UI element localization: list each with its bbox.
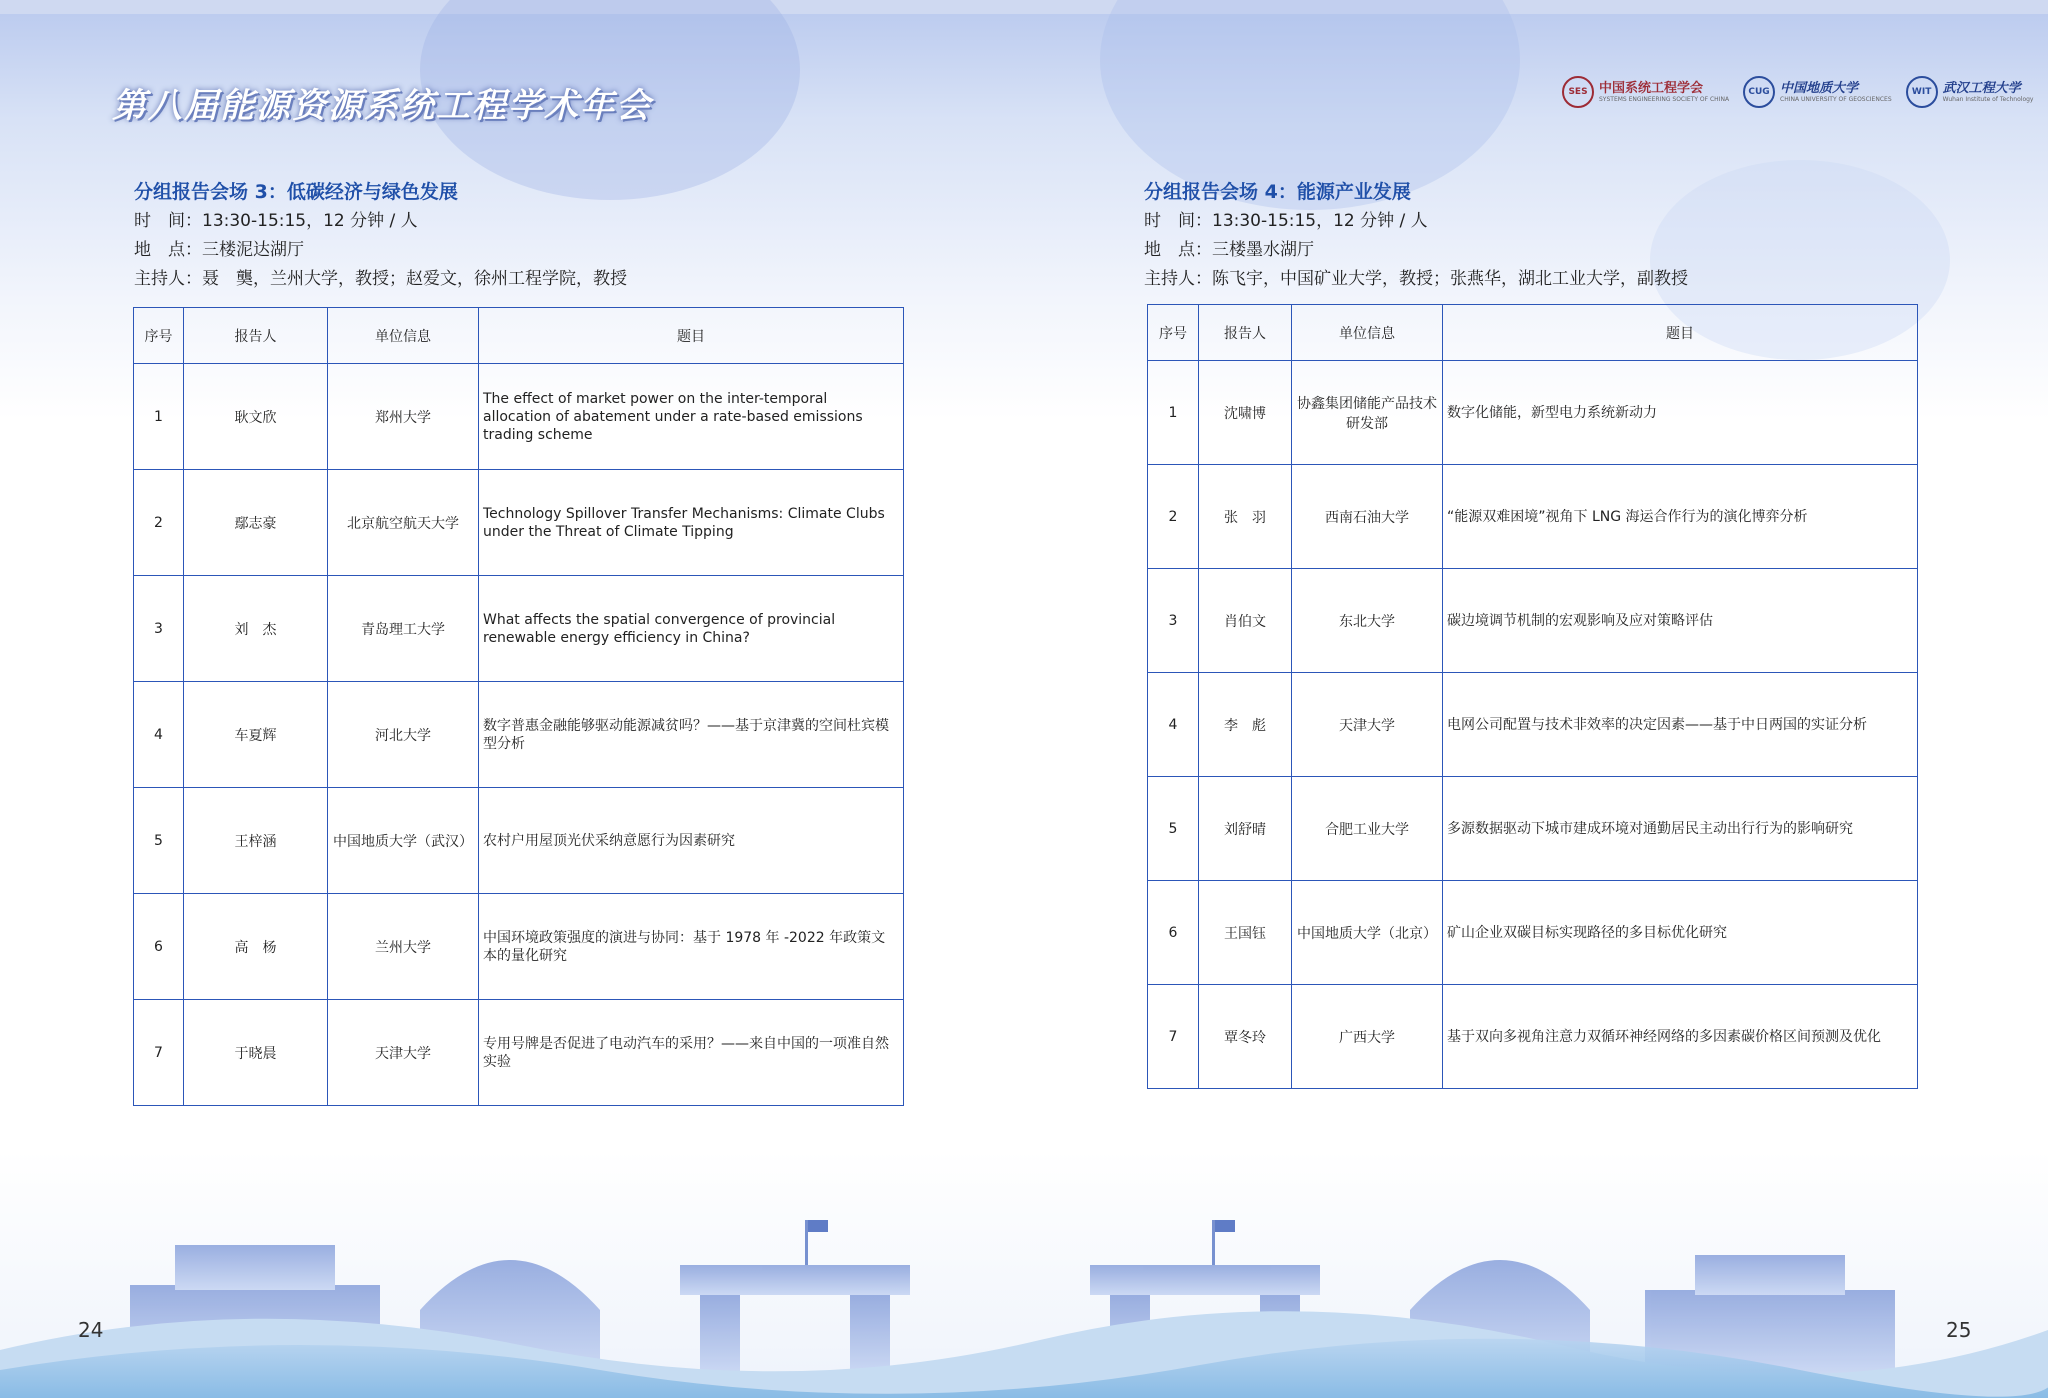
logo-society-sub: SYSTEMS ENGINEERING SOCIETY OF CHINA	[1599, 95, 1730, 103]
row-topic: 专用号牌是否促进了电动汽车的采用？——来自中国的一项准自然实验	[479, 1000, 904, 1106]
cug-seal-icon: CUG	[1743, 76, 1775, 108]
logo-wit-name: 武汉工程大学	[1942, 80, 2021, 96]
row-topic: “能源双难困境”视角下 LNG 海运合作行为的演化博弈分析	[1443, 465, 1918, 569]
row-speaker: 沈啸博	[1199, 361, 1292, 465]
row-no: 4	[134, 682, 184, 788]
row-no: 1	[1148, 361, 1199, 465]
row-topic: The effect of market power on the inter-temporal allocation of abatement under a rate-based emissions trading scheme	[479, 364, 904, 470]
row-no: 4	[1148, 673, 1199, 777]
row-speaker: 耿文欣	[184, 364, 328, 470]
row-no: 6	[134, 894, 184, 1000]
table-row	[134, 1000, 904, 1106]
top-bar	[0, 0, 2048, 14]
row-speaker: 肖伯文	[1199, 569, 1292, 673]
table-row	[1148, 881, 1918, 985]
row-no: 5	[134, 788, 184, 894]
logo-cug-sub: CHINA UNIVERSITY OF GEOSCIENCES	[1780, 95, 1892, 103]
row-topic: 基于双向多视角注意力双循环神经网络的多因素碳价格区间预测及优化	[1443, 985, 1918, 1089]
table-row	[1148, 985, 1918, 1089]
row-no: 2	[134, 470, 184, 576]
table-header	[1148, 305, 1918, 361]
table-row	[134, 576, 904, 682]
row-unit: 河北大学	[328, 682, 479, 788]
row-unit: 广西大学	[1292, 985, 1443, 1089]
col-no: 序号	[134, 308, 184, 364]
col-speaker: 报告人	[1199, 305, 1292, 361]
row-topic: 矿山企业双碳目标实现路径的多目标优化研究	[1443, 881, 1918, 985]
row-unit: 中国地质大学（北京）	[1292, 881, 1443, 985]
session-host: 主持人：陈飞宇，中国矿业大学，教授；张燕华，湖北工业大学，副教授	[1144, 269, 1688, 289]
table-row	[1148, 777, 1918, 881]
session-heading: 分组报告会场 3：低碳经济与绿色发展	[134, 181, 458, 203]
logo-strip	[1562, 74, 2033, 110]
table-row	[1148, 465, 1918, 569]
col-speaker: 报告人	[184, 308, 328, 364]
table-row	[1148, 673, 1918, 777]
table-row	[134, 894, 904, 1000]
row-unit: 天津大学	[328, 1000, 479, 1106]
row-unit: 协鑫集团储能产品技术研发部	[1292, 361, 1443, 465]
session-heading: 分组报告会场 4：能源产业发展	[1144, 181, 1411, 203]
row-unit: 郑州大学	[328, 364, 479, 470]
col-topic: 题目	[479, 308, 904, 364]
row-no: 3	[1148, 569, 1199, 673]
row-no: 2	[1148, 465, 1199, 569]
row-unit: 北京航空航天大学	[328, 470, 479, 576]
row-unit: 青岛理工大学	[328, 576, 479, 682]
row-topic: 数字化储能，新型电力系统新动力	[1443, 361, 1918, 465]
page-title: 第八届能源资源系统工程学术年会	[112, 86, 652, 126]
row-speaker: 车夏辉	[184, 682, 328, 788]
col-no: 序号	[1148, 305, 1199, 361]
logo-wit	[1906, 76, 2034, 108]
row-speaker: 刘 杰	[184, 576, 328, 682]
row-unit: 中国地质大学（武汉）	[328, 788, 479, 894]
campus-skyline-illustration	[0, 1180, 2048, 1398]
page-number-right: 25	[1946, 1318, 1972, 1342]
page-number-left: 24	[78, 1318, 104, 1342]
row-speaker: 刘舒晴	[1199, 777, 1292, 881]
logo-wit-sub: Wuhan Institute of Technology	[1942, 95, 2034, 103]
row-speaker: 高 杨	[184, 894, 328, 1000]
table-row	[134, 364, 904, 470]
table-row	[134, 682, 904, 788]
row-unit: 兰州大学	[328, 894, 479, 1000]
session-3-table	[133, 307, 904, 1106]
session-3-info	[134, 178, 627, 293]
session-time: 时 间：13:30-15:15，12 分钟 / 人	[1144, 211, 1428, 231]
row-topic: What affects the spatial convergence of provincial renewable energy efficiency in China?	[479, 576, 904, 682]
row-no: 1	[134, 364, 184, 470]
row-unit: 西南石油大学	[1292, 465, 1443, 569]
row-speaker: 王梓涵	[184, 788, 328, 894]
row-topic: 中国环境政策强度的演进与协同：基于 1978 年 -2022 年政策文本的量化研究	[479, 894, 904, 1000]
logo-society-name: 中国系统工程学会	[1599, 80, 1704, 96]
session-host: 主持人：聂 龑，兰州大学，教授；赵爱文，徐州工程学院，教授	[134, 269, 627, 289]
logo-society	[1562, 76, 1729, 108]
gate-with-flag-left	[680, 1220, 910, 1375]
col-unit: 单位信息	[328, 308, 479, 364]
row-speaker: 于晓晨	[184, 1000, 328, 1106]
row-no: 5	[1148, 777, 1199, 881]
table-header	[134, 308, 904, 364]
table-row	[1148, 361, 1918, 465]
row-no: 7	[134, 1000, 184, 1106]
row-no: 7	[1148, 985, 1199, 1089]
table-row	[134, 788, 904, 894]
logo-cug	[1743, 76, 1892, 108]
session-place: 地 点：三楼泥达湖厅	[134, 240, 304, 260]
society-seal-icon: SES	[1562, 76, 1594, 108]
row-speaker: 覃冬玲	[1199, 985, 1292, 1089]
row-topic: 农村户用屋顶光伏采纳意愿行为因素研究	[479, 788, 904, 894]
session-4-table	[1147, 304, 1918, 1089]
row-unit: 合肥工业大学	[1292, 777, 1443, 881]
row-speaker: 李 彪	[1199, 673, 1292, 777]
logo-cug-name: 中国地质大学	[1780, 80, 1859, 96]
col-unit: 单位信息	[1292, 305, 1443, 361]
session-place: 地 点：三楼墨水湖厅	[1144, 240, 1314, 260]
row-speaker: 张 羽	[1199, 465, 1292, 569]
row-speaker: 王国钰	[1199, 881, 1292, 985]
row-no: 3	[134, 576, 184, 682]
col-topic: 题目	[1443, 305, 1918, 361]
row-topic: 电网公司配置与技术非效率的决定因素——基于中日两国的实证分析	[1443, 673, 1918, 777]
row-topic: 数字普惠金融能够驱动能源减贫吗？——基于京津冀的空间杜宾模型分析	[479, 682, 904, 788]
session-time: 时 间：13:30-15:15，12 分钟 / 人	[134, 211, 418, 231]
wit-seal-icon: WIT	[1906, 76, 1938, 108]
table-row	[134, 470, 904, 576]
session-4-info	[1144, 178, 1688, 293]
row-no: 6	[1148, 881, 1199, 985]
row-speaker: 鄢志豪	[184, 470, 328, 576]
row-topic: 碳边境调节机制的宏观影响及应对策略评估	[1443, 569, 1918, 673]
row-topic: Technology Spillover Transfer Mechanisms: Climate Clubs under the Threat of Climate Tipping	[479, 470, 904, 576]
row-topic: 多源数据驱动下城市建成环境对通勤居民主动出行行为的影响研究	[1443, 777, 1918, 881]
table-row	[1148, 569, 1918, 673]
row-unit: 东北大学	[1292, 569, 1443, 673]
row-unit: 天津大学	[1292, 673, 1443, 777]
